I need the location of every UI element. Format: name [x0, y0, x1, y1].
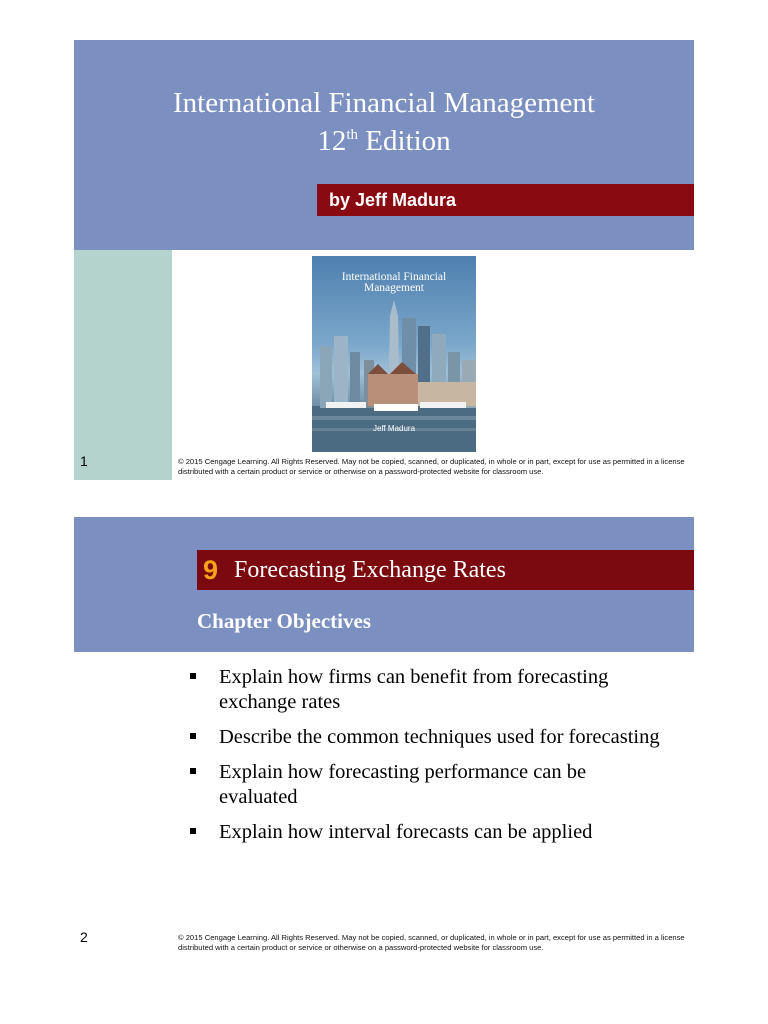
chapter-bar — [197, 550, 694, 590]
teal-sidebar — [74, 250, 172, 480]
list-item: Explain how forecasting performance can be evaluated — [189, 760, 669, 810]
slide-1 — [74, 40, 694, 480]
bullet-square-icon — [190, 768, 196, 774]
slide-2 — [74, 517, 694, 957]
page-number: 2 — [80, 929, 88, 945]
cover-title: International Financial Management — [341, 271, 447, 294]
title-header — [74, 40, 694, 250]
list-item: Describe the common techniques used for forecasting — [189, 725, 669, 750]
book-cover-image — [312, 256, 476, 452]
book-title — [74, 84, 694, 165]
bullet-square-icon — [190, 733, 196, 739]
author-bar — [317, 184, 694, 216]
page-number: 1 — [80, 453, 88, 469]
list-item: Explain how firms can benefit from forecasting exchange rates — [189, 665, 669, 715]
bullet-square-icon — [190, 673, 196, 679]
chapter-objectives-heading: Chapter Objectives — [197, 609, 371, 633]
list-item: Explain how interval forecasts can be applied — [189, 820, 669, 845]
copyright-notice: © 2015 Cengage Learning. All Rights Reserved. May not be copied, scanned, or duplicated, in whole or in part, except for use as permitted in a license distributed with a certain product or service or otherwise on a password-protected website for classroom use. — [178, 457, 685, 476]
chapter-header — [74, 517, 694, 652]
bullet-square-icon — [190, 828, 196, 834]
chapter-title: Forecasting Exchange Rates — [234, 557, 506, 583]
chapter-number: 9 — [203, 555, 219, 585]
author-name: by Jeff Madura — [329, 190, 457, 210]
objectives-list — [189, 665, 669, 855]
title-line-2: 12th Edition — [317, 125, 451, 157]
cover-author: Jeff Madura — [372, 424, 416, 433]
copyright-notice: © 2015 Cengage Learning. All Rights Reserved. May not be copied, scanned, or duplicated, in whole or in part, except for use as permitted in a license distributed with a certain product or service or otherwise on a password-protected website for classroom use. — [178, 933, 685, 952]
title-line-1: International Financial Management — [173, 87, 595, 119]
